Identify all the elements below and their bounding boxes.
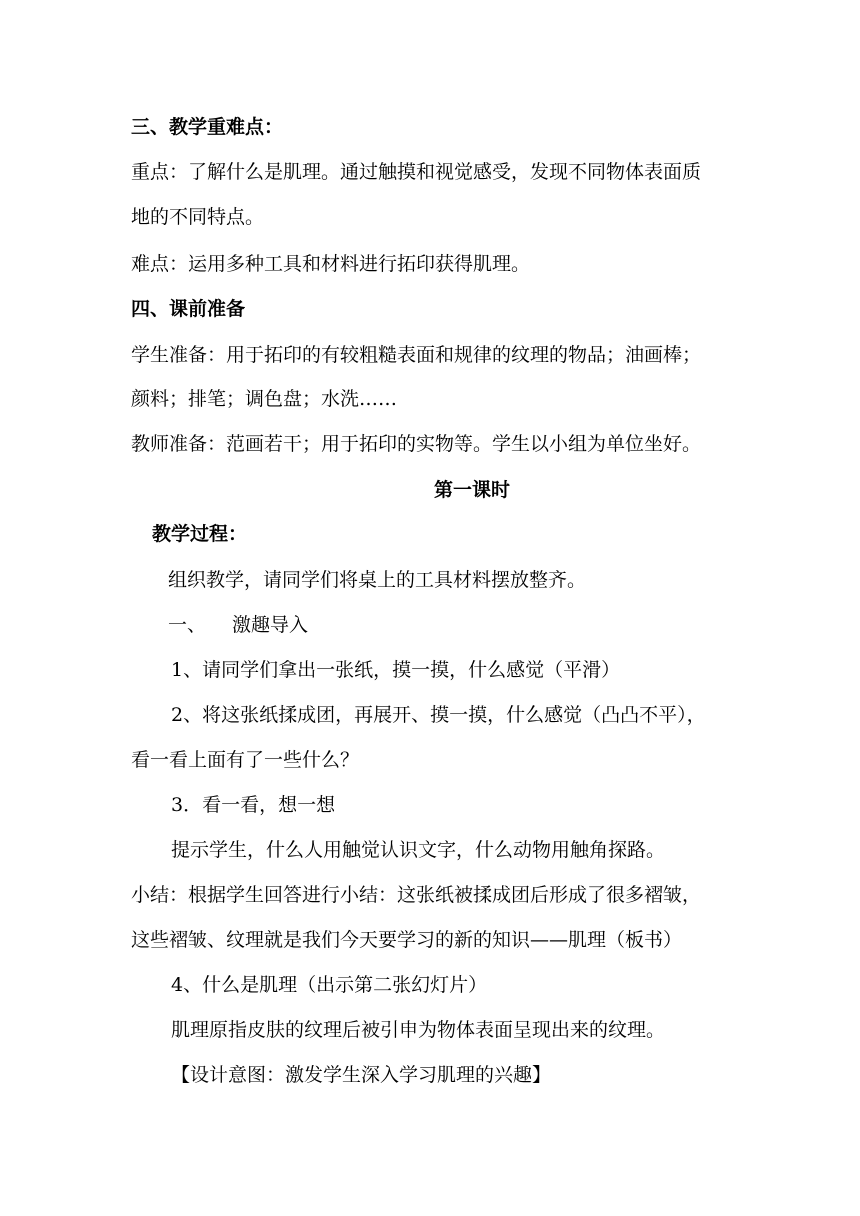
summary-line-1: 小结：根据学生回答进行小结：这张纸被揉成团后形成了很多褶皱， bbox=[131, 884, 702, 906]
key-point-line-2: 地的不同特点。 bbox=[131, 206, 265, 228]
student-prep-line-2: 颜料；排笔；调色盘；水洗…… bbox=[131, 388, 398, 410]
part-one-title: 激趣导入 bbox=[232, 614, 309, 636]
design-intent-line: 【设计意图：激发学生深入学习肌理的兴趣】 bbox=[171, 1064, 552, 1086]
step-one-line: 1、请同学们拿出一张纸，摸一摸，什么感觉（平滑） bbox=[171, 659, 621, 681]
summary-line-2: 这些褶皱、纹理就是我们今天要学习的新的知识——肌理（板书） bbox=[131, 929, 683, 951]
step-four-line: 4、什么是肌理（出示第二张幻灯片） bbox=[171, 974, 488, 996]
lesson-title: 第一课时 bbox=[434, 479, 511, 501]
section-heading-key-difficult-points: 三、教学重难点： bbox=[131, 116, 284, 138]
hint-line: 提示学生，什么人用触觉认识文字，什么动物用触角探路。 bbox=[171, 839, 666, 861]
step-two-line-2: 看一看上面有了一些什么？ bbox=[131, 749, 360, 771]
organize-class-line: 组织教学，请同学们将桌上的工具材料摆放整齐。 bbox=[168, 569, 587, 591]
section-heading-preparation: 四、课前准备 bbox=[131, 298, 246, 320]
key-point-line-1: 重点：了解什么是肌理。通过触摸和视觉感受，发现不同物体表面质 bbox=[131, 161, 702, 183]
student-prep-line-1: 学生准备：用于拓印的有较粗糙表面和规律的纹理的物品；油画棒； bbox=[131, 344, 702, 366]
teacher-prep-line: 教师准备：范画若干；用于拓印的实物等。学生以小组为单位坐好。 bbox=[131, 433, 702, 455]
step-three-line: 3．看一看，想一想 bbox=[171, 794, 336, 816]
step-two-line-1: 2、将这张纸揉成团，再展开、摸一摸，什么感觉（凸凸不平）， bbox=[171, 704, 706, 726]
difficulty-line: 难点：运用多种工具和材料进行拓印获得肌理。 bbox=[131, 253, 531, 275]
teaching-process-heading: 教学过程： bbox=[152, 523, 248, 545]
part-one-number: 一、 bbox=[168, 614, 207, 636]
definition-line: 肌理原指皮肤的纹理后被引申为物体表面呈现出来的纹理。 bbox=[171, 1019, 666, 1041]
